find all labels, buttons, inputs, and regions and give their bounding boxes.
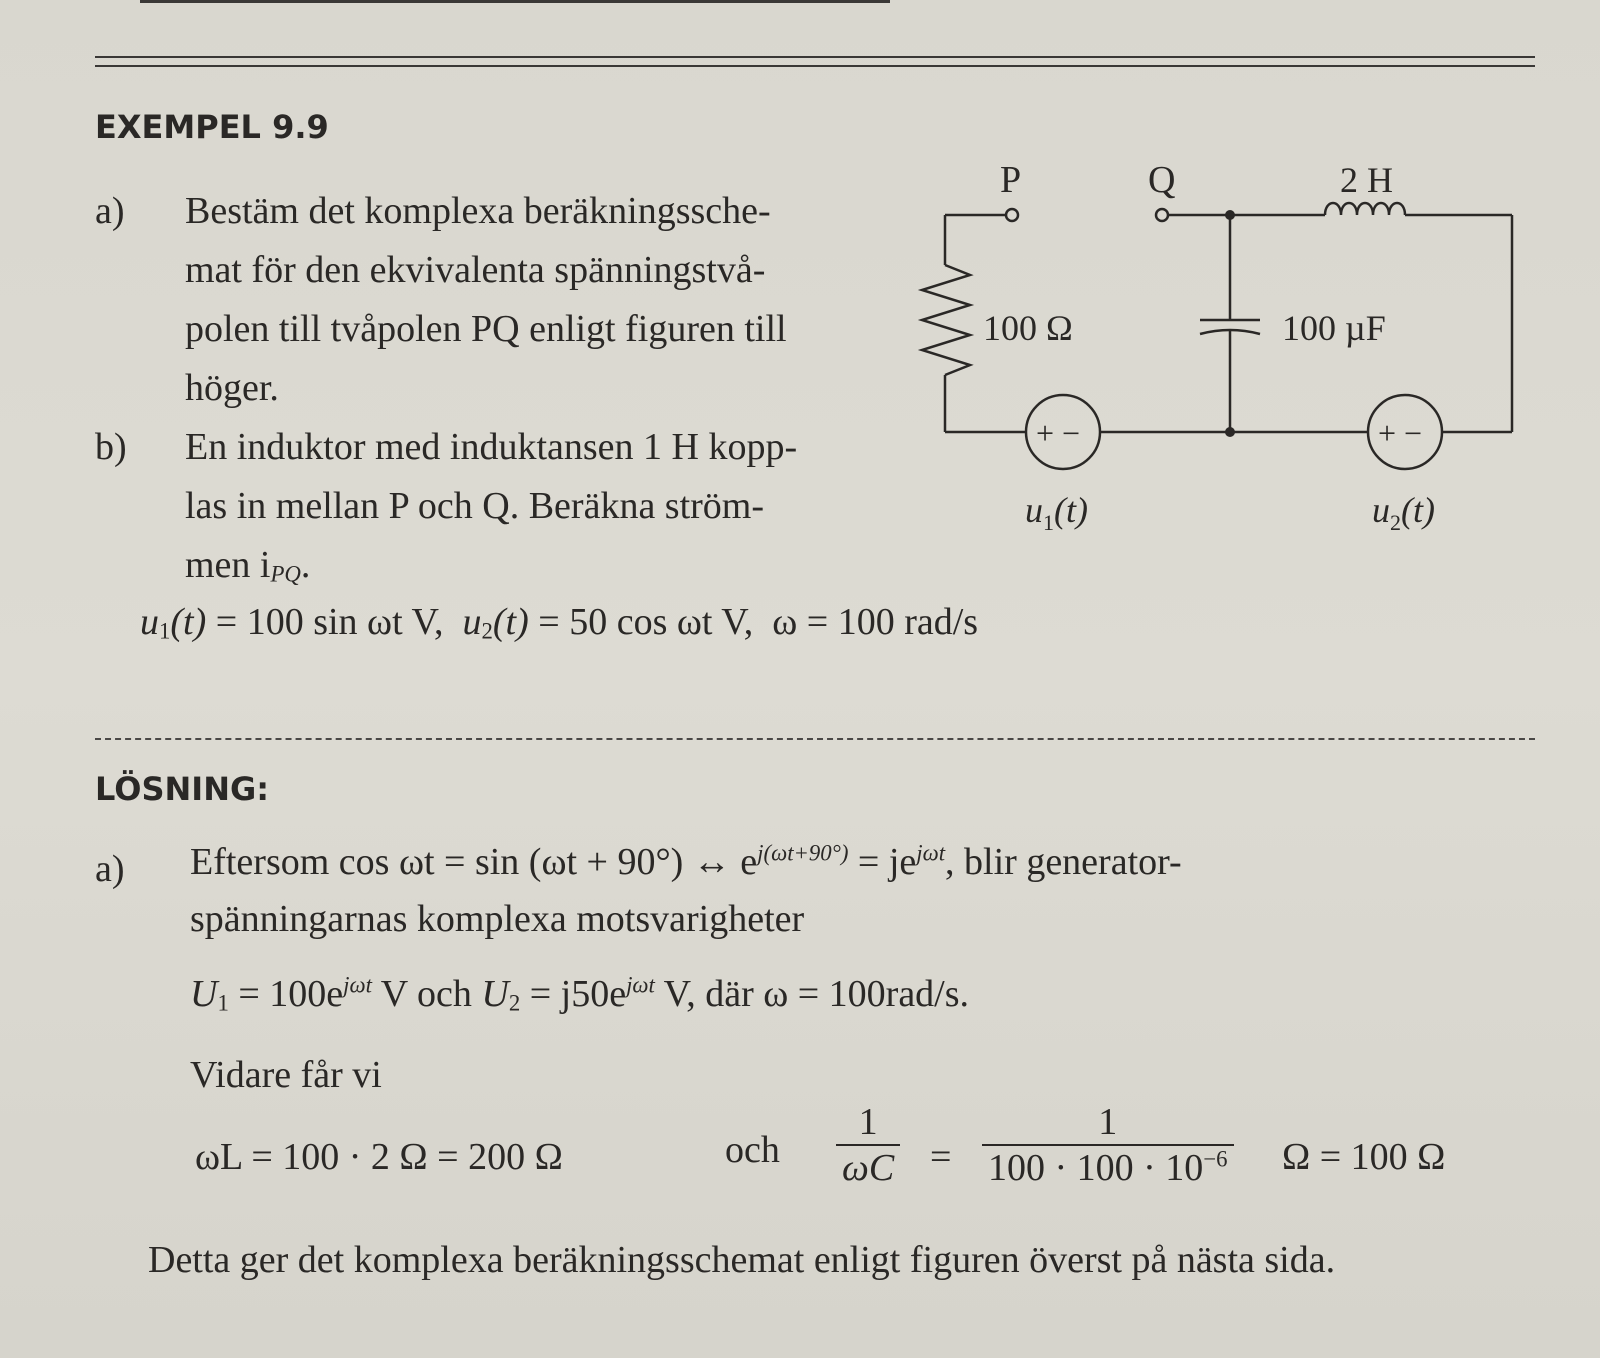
top-short-rule — [140, 0, 890, 3]
source2-label: $u_2(t)$ — [1372, 490, 1435, 535]
fraction-numerator: 1 — [858, 1101, 878, 1143]
problem-a-line: mat för den ekvivalenta spänningstvå- — [185, 249, 766, 291]
problem-b-label: b) — [95, 426, 127, 468]
problem-a-text — [185, 182, 905, 418]
section-separator — [95, 738, 1535, 740]
solution-line-1: Eftersom cos ωt = sin (ωt + 90°) ↔ $e^{j(\omega t+90^\circ)} = je^{j\omega t}$, blir generator- — [190, 840, 1182, 883]
equation-omega-l: ωL = 100 · 2 Ω = 200 Ω — [195, 1136, 563, 1178]
problem-b-line: En induktor med induktansen 1 H kopp- — [185, 426, 798, 468]
equation-equals: = — [930, 1136, 952, 1178]
label-p: P — [1000, 159, 1022, 201]
label-inductor: 2 H — [1340, 160, 1393, 200]
terminal-p — [1006, 209, 1018, 221]
solution-line-4: Vidare får vi — [190, 1054, 382, 1096]
source2-sign: + − — [1378, 415, 1423, 451]
given-values: $u_1(t) = 100$ sin ωt V, $u_2(t) = 50$ cos ωt V, ω = 100 rad/s — [140, 601, 979, 644]
header-double-rule-2 — [95, 65, 1535, 67]
example-heading: EXEMPEL 9.9 — [95, 108, 329, 146]
solution-heading: LÖSNING: — [95, 770, 270, 808]
equation-result: Ω = 100 Ω — [1282, 1136, 1446, 1178]
problem-b-line: las in mellan P och Q. Beräkna ström- — [185, 485, 765, 527]
header-double-rule-1 — [95, 56, 1535, 58]
source1-sign: + − — [1036, 415, 1081, 451]
problem-b-line: men $i_{PQ}$. — [185, 544, 311, 587]
fraction-denominator: $100 \cdot 100 \cdot 10^{-6}$ — [982, 1144, 1234, 1190]
label-q: Q — [1148, 159, 1176, 201]
solution-line-3: $U_1 = 100e^{j\omega t}$ V och $U_2 = j50e^{j\omega t}$ V, där ω = 100rad/s. — [190, 972, 970, 1016]
solution-a-label: a) — [95, 848, 125, 890]
circuit-diagram — [900, 150, 1560, 550]
equation-och: och — [725, 1129, 780, 1171]
solution-line-2: spänningarnas komplexa motsvarigheter — [190, 898, 805, 940]
terminal-q — [1156, 209, 1168, 221]
fraction-numerator: 1 — [1098, 1101, 1118, 1143]
problem-b-text — [185, 418, 905, 604]
problem-a-line: Bestäm det komplexa beräkningssche- — [185, 190, 771, 232]
problem-a-line: höger. — [185, 367, 279, 409]
fraction-denominator: ωC — [836, 1144, 900, 1190]
junction-top — [1225, 210, 1235, 220]
problem-a-label: a) — [95, 190, 125, 232]
junction-bottom — [1225, 427, 1235, 437]
solution-conclusion: Detta ger det komplexa beräkningsschemat enligt figuren överst på nästa sida. — [148, 1239, 1336, 1281]
problem-a-line: polen till tvåpolen PQ enligt figuren till — [185, 308, 787, 350]
source1-label: $u_1(t)$ — [1025, 490, 1088, 535]
label-resistor: 100 Ω — [983, 308, 1073, 348]
label-capacitor: 100 µF — [1282, 308, 1386, 348]
fraction-1-over-omega-c — [836, 1100, 900, 1190]
fraction-numeric — [982, 1100, 1234, 1190]
